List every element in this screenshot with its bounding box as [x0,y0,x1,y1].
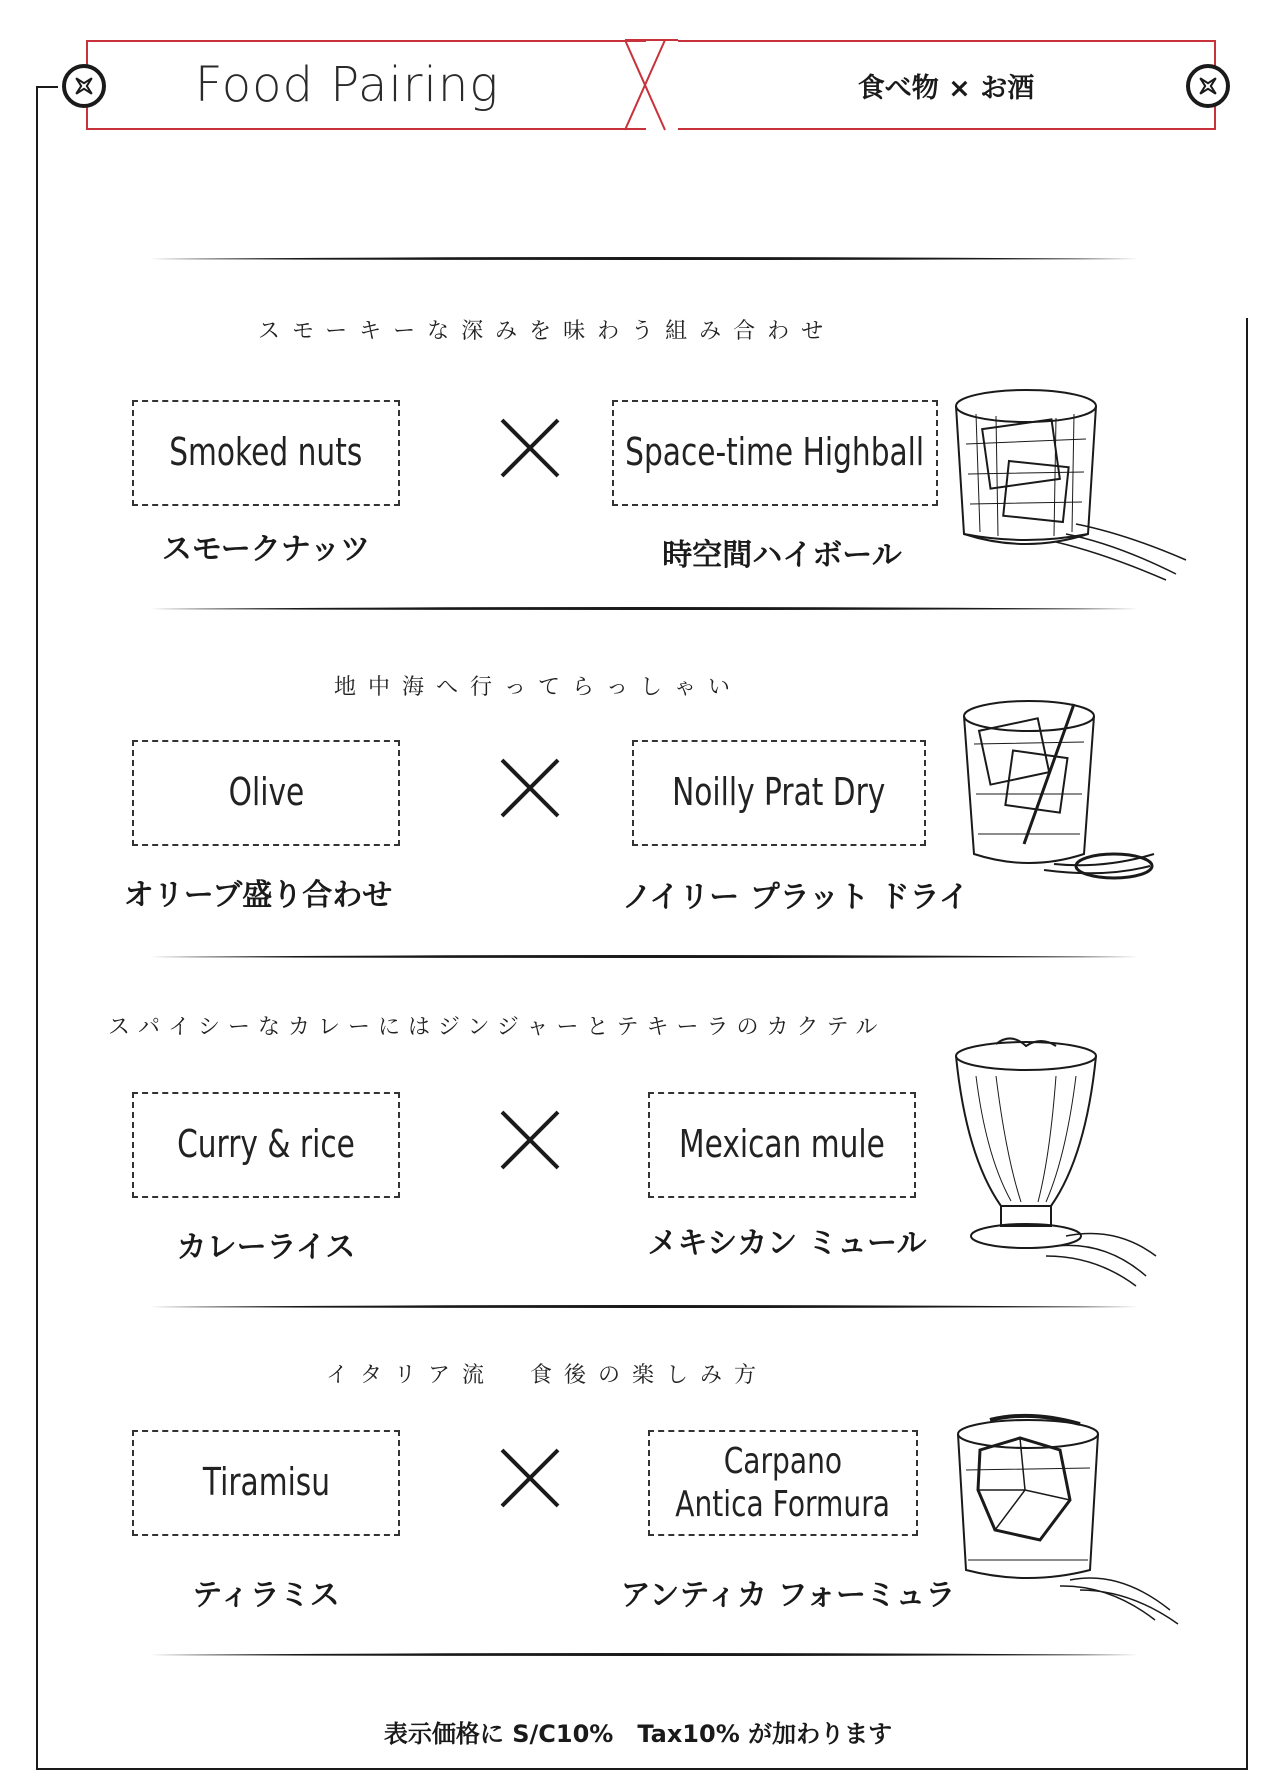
pairing-4-drink-jp: アンティカ フォーミュラ [620,1578,956,1613]
pairing-4-drink-box [648,1430,918,1536]
pairing-3-subtitle: スパイシーなカレーにはジンジャーとテキーラのカクテル [108,1015,886,1040]
pairing-1-drink-jp: 時空間ハイボール [662,538,902,573]
pairing-3-food-en: Curry & rice [177,1122,355,1167]
pairing-2-drink-box [632,740,926,846]
times-icon [498,416,562,480]
pairing-4-food-jp: ティラミス [192,1578,340,1613]
header-cross-decoration [0,0,1276,140]
pairing-4-drink-en-line1: Carpano [723,1440,843,1482]
pairing-4-food-en: Tiramisu [202,1460,330,1505]
compass-icon-right [1186,64,1230,108]
pairing-1-subtitle: スモーキーな深みを味わう組み合わせ [258,319,836,344]
pairing-3-drink-en: Mexican mule [679,1122,885,1167]
pairing-2-food-en: Olive [228,770,304,815]
pairing-3-drink-box [648,1092,916,1198]
times-icon [498,756,562,820]
pairing-2-food-box [132,740,400,846]
header-subtitle: 食べ物 × お酒 [857,72,1035,104]
times-icon [498,1108,562,1172]
pairing-3-food-jp: カレーライス [176,1230,356,1265]
pairing-1-drink-box [612,400,938,506]
frame-bottom [36,1768,1248,1770]
pairing-2-drink-jp: ノイリー プラット ドライ [622,880,969,915]
rocks-glass-icon [946,384,1196,584]
rocks-glass-icon [950,1410,1190,1630]
pairing-2-drink-en: Noilly Prat Dry [672,770,886,815]
pairing-4-drink-en-line2: Antica Formura [675,1484,891,1525]
pairing-4-subtitle: イタリア流 食後の楽しみ方 [326,1363,769,1388]
pairing-1-food-box [132,400,400,506]
pairing-2-subtitle: 地中海へ行ってらっしゃい [334,675,743,700]
times-icon [498,1446,562,1510]
rocks-glass-icon [954,694,1174,894]
frame-right [1246,318,1248,1770]
pairing-3-drink-jp: メキシカン ミュール [647,1226,927,1261]
pairing-1-food-jp: スモークナッツ [161,532,371,567]
pairing-1-food-en: Smoked nuts [169,430,363,475]
header-title: Food Pairing [194,57,500,113]
mule-cup-icon [946,1036,1166,1296]
pairing-4-food-box [132,1430,400,1536]
pairing-3-food-box [132,1092,400,1198]
pairing-2-food-jp: オリーブ盛り合わせ [123,878,393,913]
pairing-1-drink-en: Space-time Highball [625,430,925,475]
frame-left [36,86,38,1770]
compass-icon-left [62,64,106,108]
footer-tax-note: 表示価格に S/C10% Tax10% が加わります [383,1720,893,1748]
